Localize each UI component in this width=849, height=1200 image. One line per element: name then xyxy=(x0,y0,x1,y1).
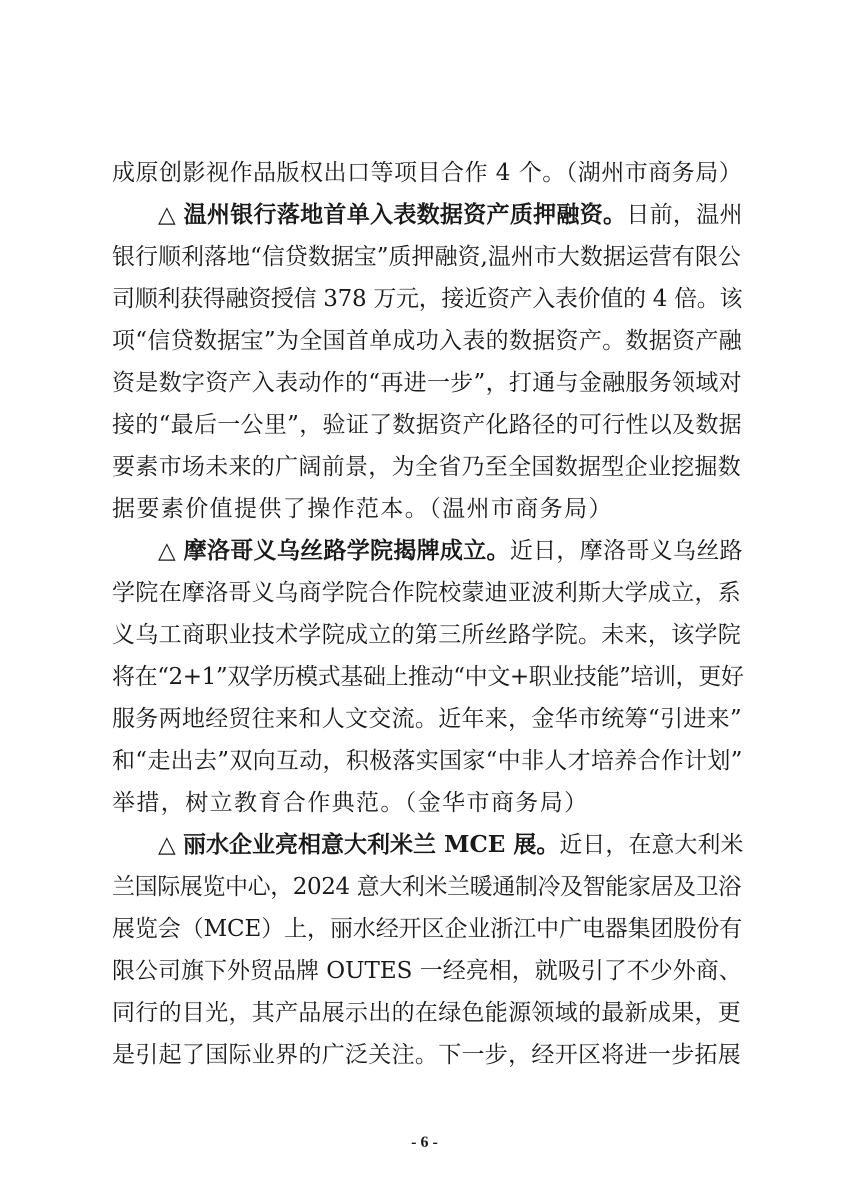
news-item-title: 丽水企业亮相意大利米兰 MCE 展。 xyxy=(183,831,560,858)
paragraph-line: 将在“2+1”双学历模式基础上推动“中文+职业技能”培训，更好 xyxy=(112,664,744,690)
paragraph-line: 服务两地经贸往来和人文交流。近年来，金华市统筹“引进来” xyxy=(112,706,742,732)
paragraph-line: 成原创影视作品版权出口等项目合作 4 个。（湖州市商务局） xyxy=(112,160,743,186)
news-item-heading-line xyxy=(158,825,742,865)
paragraph-line: 和“走出去”双向互动，积极落实国家“中非人才培养合作计划” xyxy=(112,748,743,774)
paragraph-line: 同行的目光，其产品展示出的在绿色能源领域的最新成果，更 xyxy=(112,1000,742,1026)
paragraph-line: 要素市场未来的广阔前景，为全省乃至全国数据型企业挖掘数 xyxy=(112,454,742,480)
paragraph-line: 限公司旗下外贸品牌 OUTES 一经亮相，就吸引了不少外商、 xyxy=(112,958,742,984)
paragraph-line: 接的“最后一公里”，验证了数据资产化路径的可行性以及数据 xyxy=(112,412,742,438)
triangle-bullet-icon: △ xyxy=(158,202,176,228)
paragraph-line: 司顺利获得融资授信 378 万元，接近资产入表价值的 4 倍。该 xyxy=(112,286,743,312)
paragraph-line: 学院在摩洛哥义乌商学院合作院校蒙迪亚波利斯大学成立，系 xyxy=(112,580,742,606)
paragraph-text: 近日，在意大利米 xyxy=(559,832,744,858)
paragraph-text: 日前，温州 xyxy=(626,202,743,228)
paragraph-line: 资是数字资产入表动作的“再进一步”，打通与金融服务领域对 xyxy=(112,370,742,396)
news-item-heading-line xyxy=(158,195,742,235)
triangle-bullet-icon: △ xyxy=(158,832,176,858)
news-item-heading-line xyxy=(158,531,742,571)
paragraph-line: 举措，树立教育合作典范。（金华市商务局） xyxy=(112,790,589,816)
paragraph-line: 项“信贷数据宝”为全国首单成功入表的数据资产。数据资产融 xyxy=(112,328,742,354)
news-item-title: 温州银行落地首单入表数据资产质押融资。 xyxy=(183,201,627,228)
news-item-title: 摩洛哥义乌丝路学院揭牌成立。 xyxy=(183,537,510,564)
page-number: - 6 - xyxy=(411,1134,438,1151)
paragraph-line: 义乌工商职业技术学院成立的第三所丝路学院。未来，该学院 xyxy=(112,622,742,648)
paragraph-line: 银行顺利落地“信贷数据宝”质押融资,温州市大数据运营有限公 xyxy=(112,244,741,270)
paragraph-line: 据要素价值提供了操作范本。（温州市商务局） xyxy=(112,496,613,522)
paragraph-line: 是引起了国际业界的广泛关注。下一步，经开区将进一步拓展 xyxy=(112,1042,742,1068)
paragraph-line: 展览会（MCE）上，丽水经开区企业浙江中广电器集团股份有 xyxy=(112,916,743,942)
paragraph-line: 兰国际展览中心，2024 意大利米兰暖通制冷及智能家居及卫浴 xyxy=(112,874,741,900)
paragraph-text: 近日，摩洛哥义乌丝路 xyxy=(509,538,743,564)
triangle-bullet-icon: △ xyxy=(158,538,176,564)
